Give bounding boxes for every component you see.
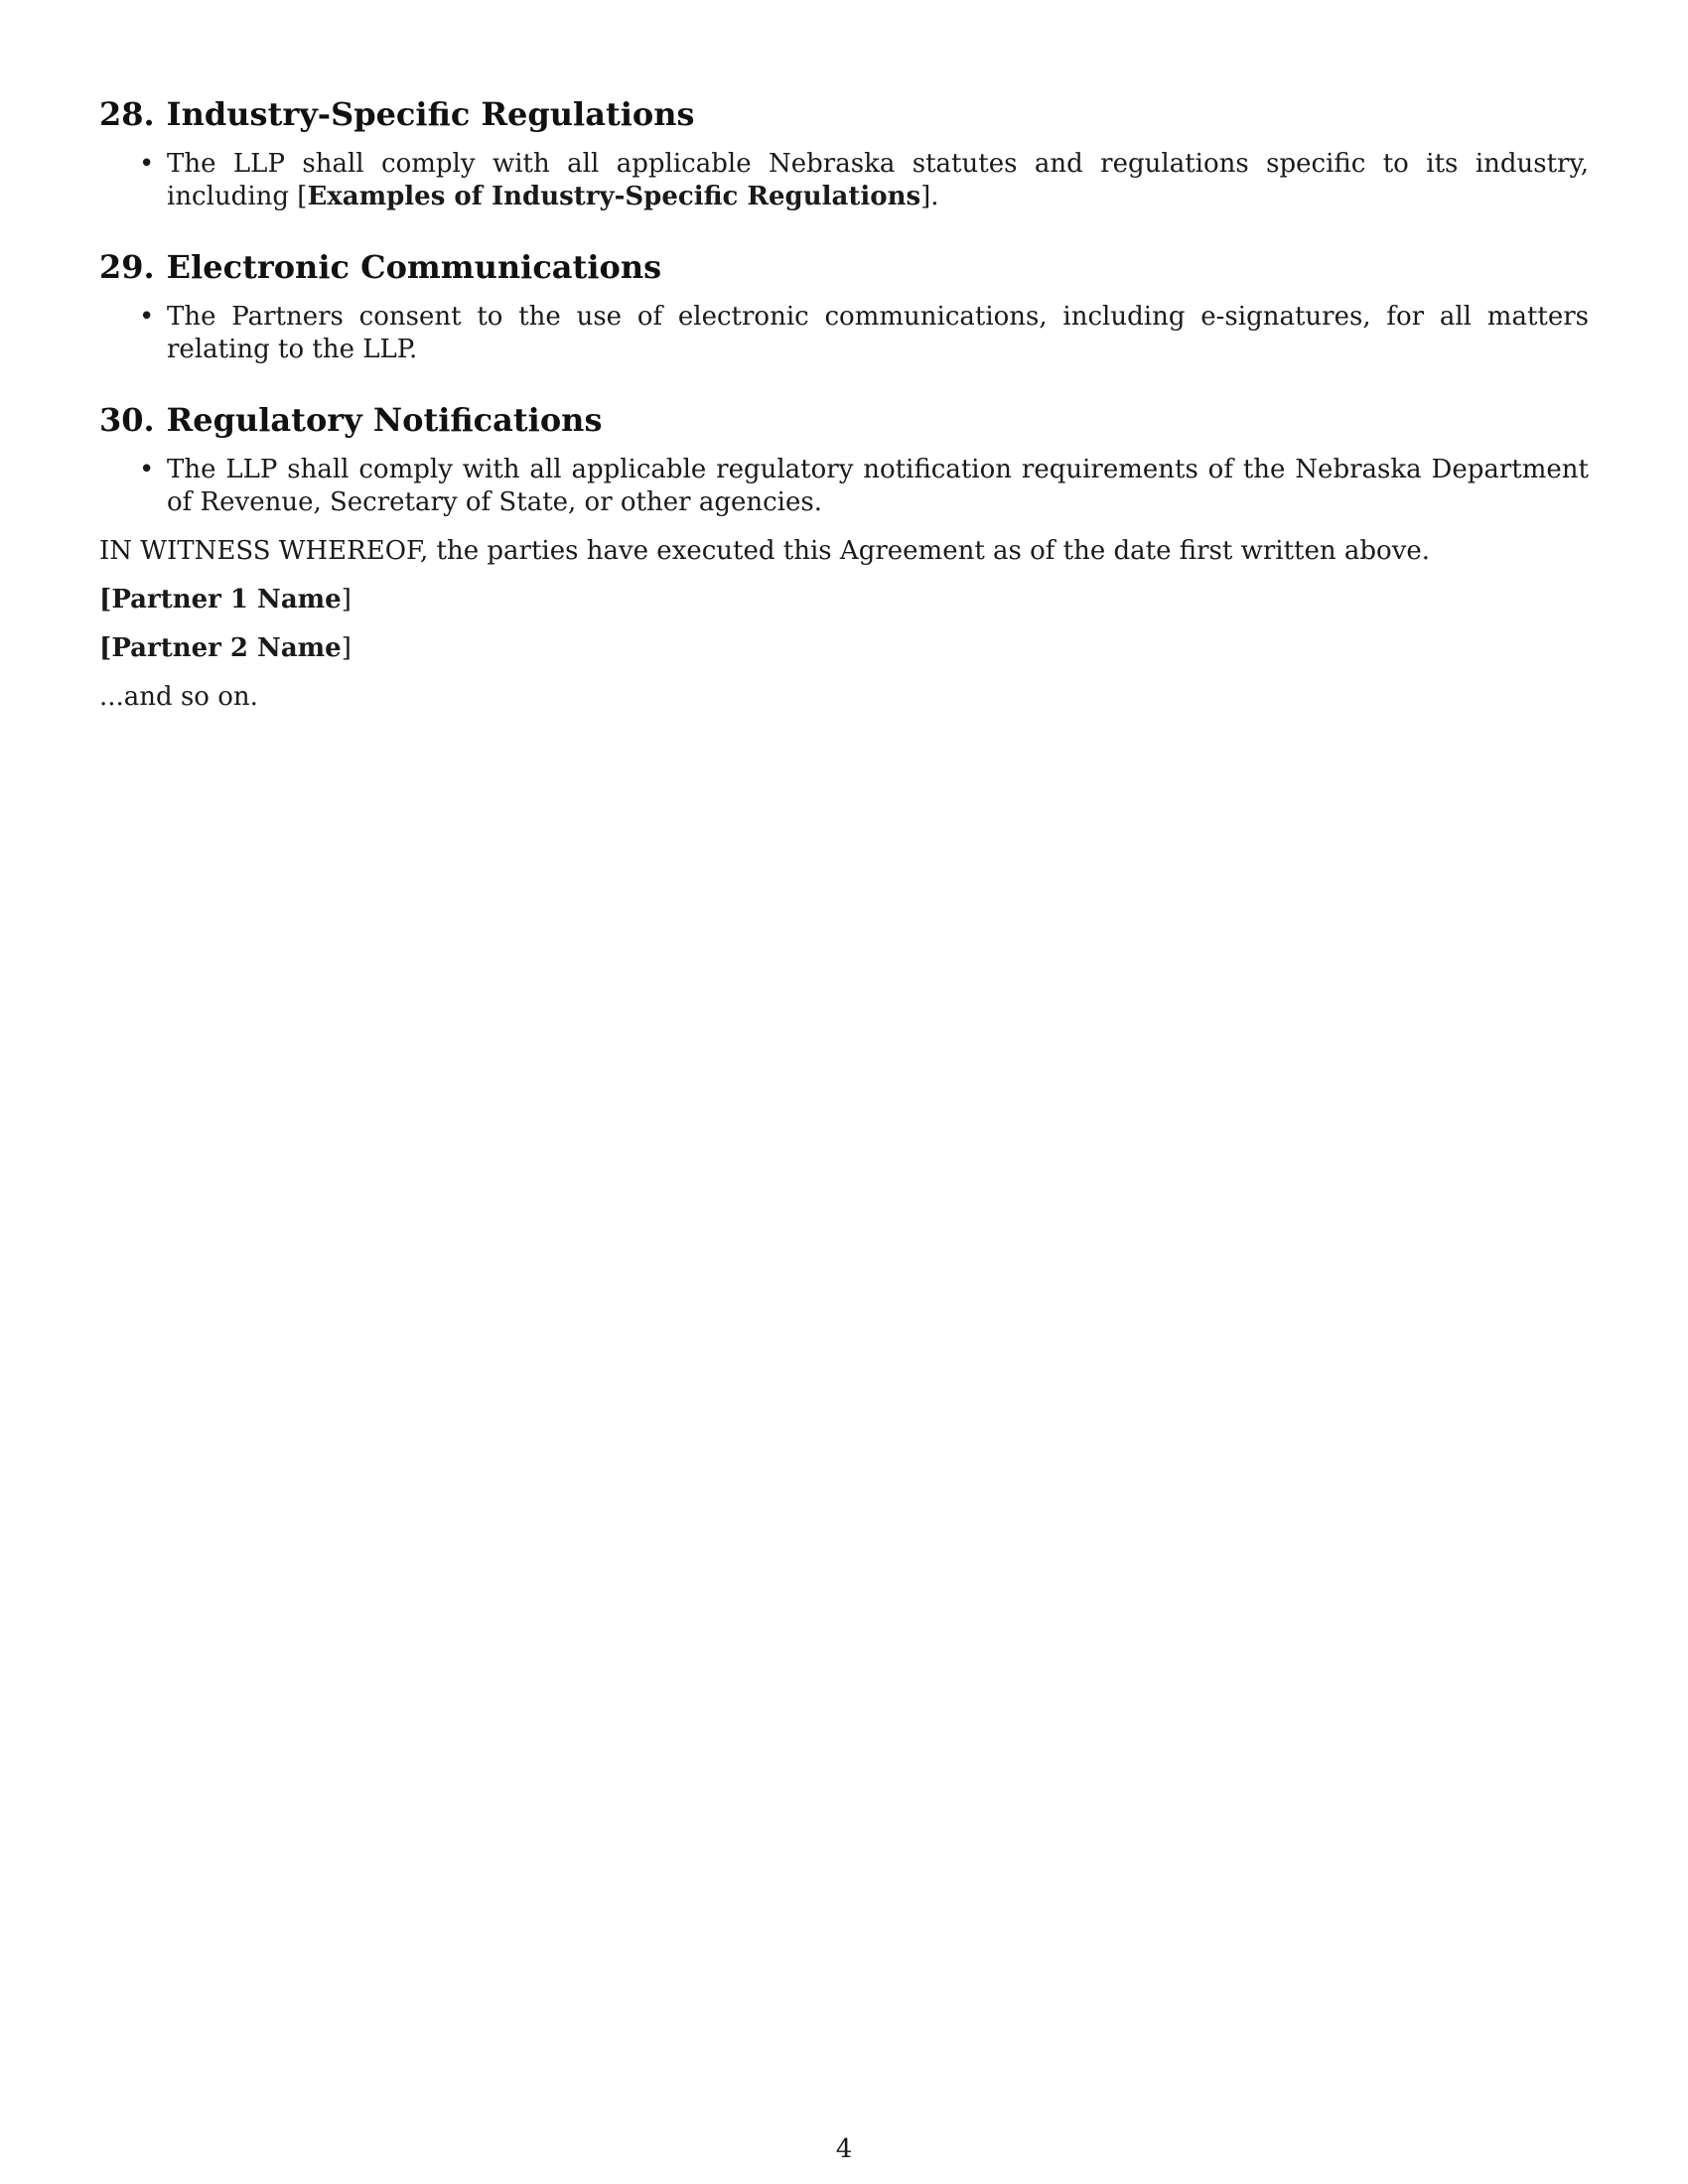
section-title: Electronic Communications	[166, 248, 662, 286]
section-29	[99, 247, 1589, 366]
document-page	[99, 94, 1589, 730]
section-heading	[99, 247, 1589, 287]
signatory-partner-1	[99, 584, 1589, 616]
section-number: 28.	[99, 95, 155, 133]
bracket-open: [	[99, 633, 112, 663]
closing-text: ...and so on.	[99, 682, 258, 712]
bracket-close: ].	[920, 182, 939, 211]
section-number: 29.	[99, 248, 155, 286]
bullet-list	[99, 301, 1589, 366]
bracket-close: ]	[341, 585, 352, 614]
page-number: 4	[835, 2134, 853, 2164]
list-item	[99, 301, 1589, 366]
bracket-close: ]	[341, 633, 352, 663]
placeholder-text: Examples of Industry-Specific Regulations	[307, 182, 921, 211]
witness-statement: IN WITNESS WHEREOF, the parties have executed this Agreement as of the date first written above.	[99, 536, 1431, 566]
bullet-list	[99, 148, 1589, 213]
bullet-icon: •	[139, 149, 155, 179]
signatory-name: Partner 2 Name	[111, 633, 342, 663]
bullet-icon: •	[139, 455, 155, 484]
section-heading	[99, 94, 1589, 134]
section-30	[99, 400, 1589, 519]
signatory-name: Partner 1 Name	[111, 585, 342, 614]
section-28	[99, 94, 1589, 213]
section-title: Industry-Specific Regulations	[166, 95, 695, 133]
bullet-list	[99, 454, 1589, 519]
bullet-text: The LLP shall comply with all applicable regulatory notification requirements of the Nebraska Department of Revenue, Secretary of State, or other agencies.	[167, 455, 1589, 517]
list-item	[99, 454, 1589, 519]
section-title: Regulatory Notifications	[166, 401, 603, 439]
bracket-open: [	[297, 182, 308, 211]
list-item	[99, 148, 1589, 213]
signatory-partner-2	[99, 632, 1589, 665]
bullet-icon: •	[139, 302, 155, 332]
section-number: 30.	[99, 401, 155, 439]
bullet-text: The LLP shall comply with all applicable Nebraska statutes and regulations specific to its industry, including	[167, 149, 1589, 211]
bullet-text: The Partners consent to the use of electronic communications, including e-signatures, for all matters relating to the LLP.	[167, 302, 1589, 364]
section-heading	[99, 400, 1589, 440]
bracket-open: [	[99, 585, 112, 614]
